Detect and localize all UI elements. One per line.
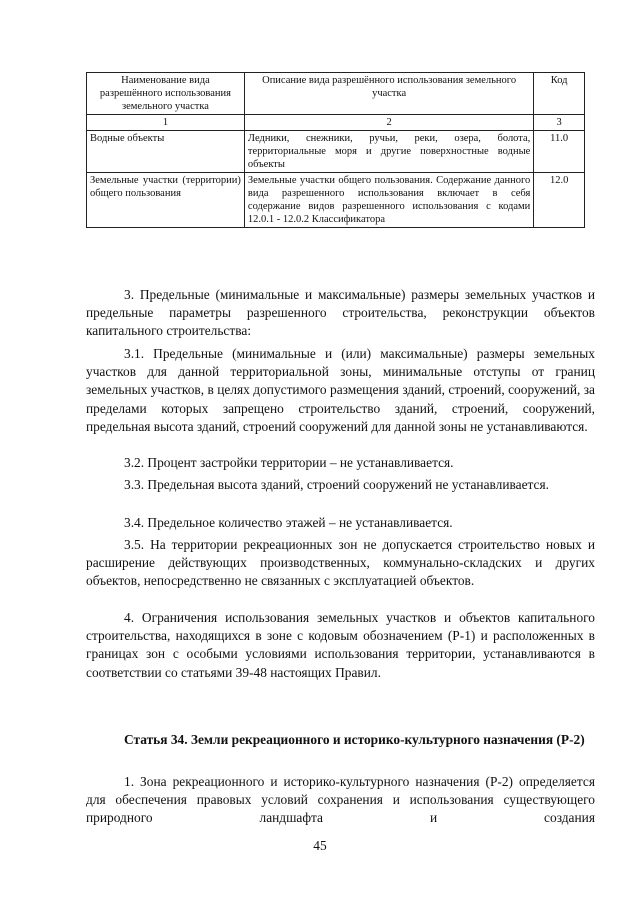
paragraph-3-1-text: 3.1. Предельные (минимальные и (или) максимальные) размеры земельных участков для данной территориальной зоны, минимальные отступы от границ земельных участков, в целях допустимого размещения зданий, строений, сооружений, за пределами которых запрещено строительство зданий, строений, сооружений, предельная высота зданий, строений сооружений для данной зоны не устанавливаются. <box>86 346 595 434</box>
land-use-table <box>86 72 585 228</box>
column-header-name: Наименование вида разрешённого использования земельного участка <box>87 73 245 115</box>
row-name: Земельные участки (территории) общего пользования <box>87 173 245 228</box>
row-name: Водные объекты <box>87 131 245 173</box>
paragraph-3-text: 3. Предельные (минимальные и максимальные) размеры земельных участков и предельные параметры разрешенного строительства, реконструкции объектов капитального строительства: <box>86 287 595 339</box>
column-number-1: 1 <box>87 115 245 131</box>
page-number: 45 <box>313 838 327 853</box>
paragraph-3-5 <box>86 536 595 591</box>
paragraph-4-text: 4. Ограничения использования земельных участков и объектов капитального строительства, находящихся в зоне с кодовым обозначением (Р-1) и расположенных в границах зон с особыми условиями использования территории, устанавливаются в соответствии со статьями 39-48 настоящих Правил. <box>86 610 595 680</box>
row-description: Ледники, снежники, ручьи, реки, озера, болота, территориальные моря и другие поверхностные водные объекты <box>244 131 533 173</box>
column-number-3: 3 <box>534 115 585 131</box>
row-description: Земельные участки общего пользования. Содержание данного вида разрешенного использования включает в себя содержание видов разрешенного использования с кодами 12.0.1 - 12.0.2 Классификатора <box>244 173 533 228</box>
paragraph-3 <box>86 286 595 341</box>
paragraph-zone-definition <box>86 773 595 828</box>
table-numbering-row <box>87 115 585 131</box>
row-code: 11.0 <box>534 131 585 173</box>
column-header-code: Код <box>534 73 585 115</box>
table-header-row <box>87 73 585 115</box>
paragraph-3-4 <box>86 514 595 532</box>
row-code: 12.0 <box>534 173 585 228</box>
table-row <box>87 173 585 228</box>
column-header-description: Описание вида разрешённого использования земельного участка <box>244 73 533 115</box>
paragraph-3-5-text: 3.5. На территории рекреационных зон не допускается строительство новых и расширение действующих производственных, коммунально-складских и других объектов, непосредственно не связанных с эксплуатацией объектов. <box>86 537 595 589</box>
paragraph-3-2-text: 3.2. Процент застройки территории – не устанавливается. <box>124 455 454 470</box>
paragraph-zone-definition-text: 1. Зона рекреационного и историко-культурного назначения (Р-2) определяется для обеспечения правовых условий сохранения и использования существующего природного ландшафта и создания <box>86 774 595 826</box>
column-number-2: 2 <box>244 115 533 131</box>
paragraph-3-2 <box>86 454 595 472</box>
paragraph-3-3-text: 3.3. Предельная высота зданий, строений сооружений не устанавливается. <box>124 477 550 492</box>
article-heading <box>86 731 595 749</box>
paragraph-3-1 <box>86 345 595 436</box>
paragraph-3-4-text: 3.4. Предельное количество этажей – не устанавливается. <box>124 515 453 530</box>
paragraph-4 <box>86 609 595 682</box>
table-row <box>87 131 585 173</box>
paragraph-3-3 <box>86 476 595 494</box>
article-heading-text: Статья 34. Земли рекреационного и историко-культурного назначения (Р-2) <box>124 732 585 747</box>
